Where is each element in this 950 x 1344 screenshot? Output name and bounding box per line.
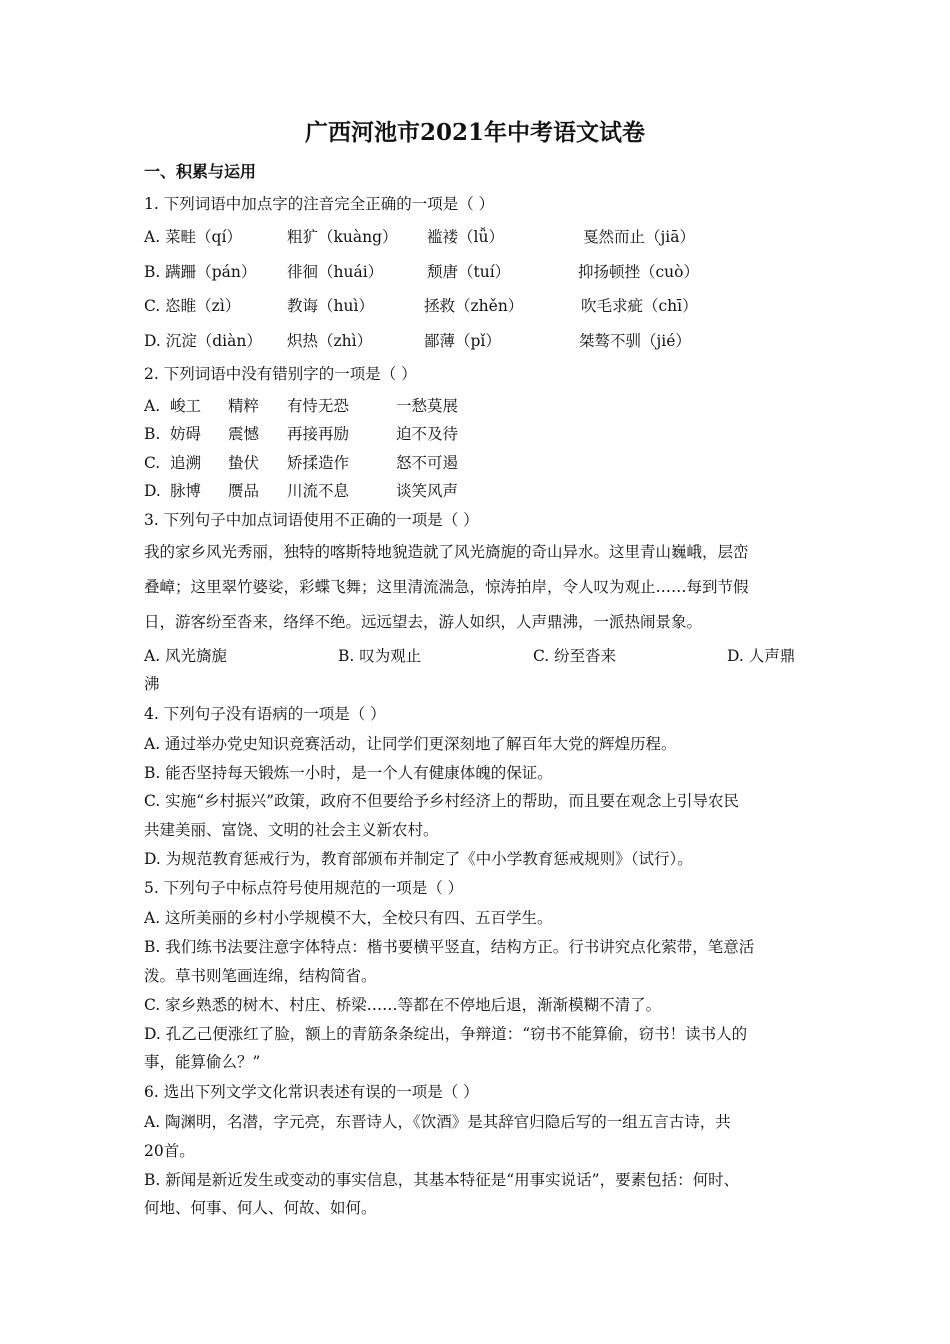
q1-row-c-col4: 吹毛求疵（chī） (581, 297, 698, 315)
question-2-stem: 2. 下列词语中没有错别字的一项是（ ） (144, 365, 417, 383)
q2-word: 迫不及待 (396, 425, 459, 443)
q2-word: 谈笑风声 (396, 482, 459, 500)
q1-row-b-col3: 颓唐（tuí） (427, 263, 511, 281)
q3-option-c: C. 纷至沓来 (533, 647, 617, 665)
q2-word: 妨碍 (170, 425, 202, 443)
q1-row-d-col3: 鄙薄（pǐ） (424, 332, 501, 350)
question-6-stem: 6. 选出下列文学文化常识表述有误的一项是（ ） (144, 1083, 479, 1101)
question-1-stem: 1. 下列词语中加点字的注音完全正确的一项是（ ） (144, 195, 495, 213)
q1-row-d-col2: 炽热（zhì） (287, 332, 373, 350)
q6-line: 何地、何事、何人、何故、如何。 (144, 1199, 377, 1217)
q2-word: 再接再励 (287, 425, 350, 443)
q5-line: D. 孔乙己便涨红了脸，额上的青筋条条绽出，争辩道：“窃书不能算偷，窃书！读书人的 (144, 1025, 748, 1043)
q1-row-a-col2: 粗犷（kuàng） (287, 228, 398, 246)
q1-row-b-col1: B. 蹒跚（pán） (144, 263, 257, 281)
section-heading: 一、积累与运用 (144, 162, 257, 181)
q1-row-d-col4: 桀骜不驯（jié） (579, 332, 691, 350)
q2-word: 川流不息 (287, 482, 350, 500)
page-title: 广西河池市2021年中考语文试卷 (304, 119, 645, 146)
question-4-stem: 4. 下列句子没有语病的一项是（ ） (144, 705, 386, 723)
question-5-stem: 5. 下列句子中标点符号使用规范的一项是（ ） (144, 879, 464, 897)
q2-word: 峻工 (170, 397, 202, 415)
q3-option-a: A. 风光旖旎 (144, 647, 228, 665)
q2-word: 追溯 (170, 454, 202, 472)
q5-line: 泼。草书则笔画连绵，结构简省。 (144, 967, 377, 985)
q5-line: 事，能算偷么？” (144, 1053, 261, 1071)
q2-word: 有恃无恐 (287, 397, 350, 415)
q3-passage-line: 我的家乡风光秀丽，独特的喀斯特地貌造就了风光旖旎的奇山异水。这里青山巍峨，层峦 (144, 543, 749, 561)
q2-option-letter: D. (144, 482, 161, 500)
q2-word: 怒不可遏 (396, 454, 459, 472)
q2-word: 蛰伏 (228, 454, 260, 472)
q1-row-a-col1: A. 菜畦（qí） (144, 228, 242, 246)
q3-passage-line: 日，游客纷至沓来，络绎不绝。远远望去，游人如织，人声鼎沸，一派热闹景象。 (144, 613, 703, 631)
q2-word: 震憾 (228, 425, 260, 443)
q2-option-letter: C. (144, 454, 161, 472)
q5-line: C. 家乡熟悉的树木、村庄、桥梁……等都在不停地后退，渐渐模糊不清了。 (144, 996, 662, 1014)
q1-row-d-col1: D. 沉淀（diàn） (144, 332, 262, 350)
q5-line: A. 这所美丽的乡村小学规模不大，全校只有四、五百学生。 (144, 909, 553, 927)
q2-word: 一愁莫展 (396, 397, 459, 415)
q1-row-a-col3: 褴褛（lǚ） (427, 228, 504, 246)
q6-line: A. 陶渊明，名潜，字元亮，东晋诗人，《饮酒》是其辞官归隐后写的一组五言古诗，共 (144, 1113, 731, 1131)
q3-option-b: B. 叹为观止 (338, 647, 422, 665)
q2-word: 脉博 (170, 482, 202, 500)
q4-line: B. 能否坚持每天锻炼一小时，是一个人有健康体魄的保证。 (144, 764, 553, 782)
q4-line: C. 实施“乡村振兴”政策，政府不但要给予乡村经济上的帮助，而且要在观念上引导农民 (144, 792, 740, 810)
q2-option-letter: A. (144, 397, 161, 415)
q1-row-c-col3: 拯救（zhěn） (424, 297, 524, 315)
q1-row-b-col2: 徘徊（huái） (287, 263, 384, 281)
q2-option-letter: B. (144, 425, 161, 443)
q6-line: B. 新闻是新近发生或变动的事实信息，其基本特征是“用事实说话”，要素包括：何时、 (144, 1171, 740, 1189)
q2-word: 矫揉造作 (287, 454, 350, 472)
q4-line: 共建美丽、富饶、文明的社会主义新农村。 (144, 821, 439, 839)
q6-line: 20首。 (144, 1142, 195, 1160)
q1-row-a-col4: 戛然而止（jiā） (583, 228, 696, 246)
q1-row-b-col4: 抑扬顿挫（cuò） (578, 263, 699, 281)
q3-option-d: D. 人声鼎 (727, 647, 796, 665)
q4-line: A. 通过举办党史知识竞赛活动，让同学们更深刻地了解百年大党的辉煌历程。 (144, 735, 677, 753)
q2-word: 精粹 (228, 397, 260, 415)
q2-word: 赝品 (228, 482, 260, 500)
q1-row-c-col2: 教诲（huì） (287, 297, 374, 315)
q3-option-d-tail: 沸 (144, 675, 160, 693)
q5-line: B. 我们练书法要注意字体特点：楷书要横平竖直，结构方正。行书讲究点化萦带，笔意活 (144, 938, 755, 956)
q4-line: D. 为规范教育惩戒行为，教育部颁布并制定了《中小学教育惩戒规则》（试行）。 (144, 850, 693, 868)
q3-passage-line: 叠嶂；这里翠竹婆娑，彩蝶飞舞；这里清流湍急，惊涛拍岸，令人叹为观止……每到节假 (144, 578, 749, 596)
q1-row-c-col1: C. 恣睢（zì） (144, 297, 241, 315)
question-3-stem: 3. 下列句子中加点词语使用不正确的一项是（ ） (144, 511, 479, 529)
